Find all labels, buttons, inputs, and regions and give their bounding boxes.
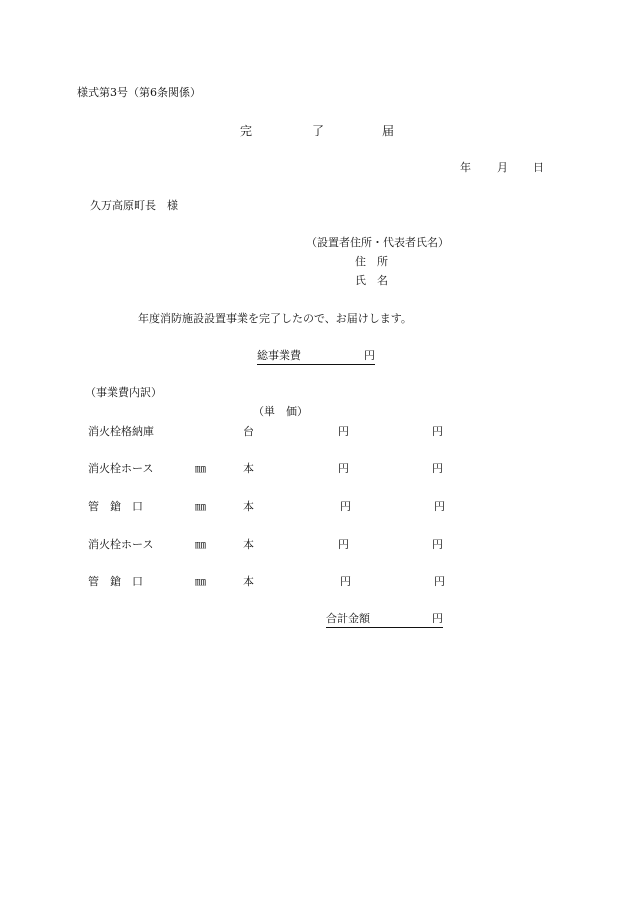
unit-price-header: （単 価） — [253, 405, 308, 418]
date-month: 月 — [497, 161, 508, 174]
title-char-1: 完 — [240, 124, 253, 138]
size-unit: ㎜ — [195, 538, 206, 551]
addressee: 久万高原町長 様 — [90, 199, 178, 212]
date-year: 年 — [460, 161, 471, 174]
count-unit: 台 — [243, 425, 254, 438]
name-label: 氏 名 — [355, 274, 388, 287]
price-unit: 円 — [338, 462, 349, 475]
total-cost-label: 総事業費 — [257, 349, 301, 362]
count-unit: 本 — [243, 462, 254, 475]
size-unit: ㎜ — [195, 462, 206, 475]
amount-unit: 円 — [432, 462, 443, 475]
price-unit: 円 — [340, 500, 351, 513]
item-name: 管 鎗 口 — [88, 575, 143, 588]
amount-unit: 円 — [432, 538, 443, 551]
completion-statement: 年度消防施設設置事業を完了したので、お届けします。 — [138, 312, 412, 325]
form-number: 様式第3号（第6条関係） — [77, 86, 201, 99]
grand-total-label: 合計金額 — [326, 612, 370, 625]
address-label: 住 所 — [355, 255, 388, 268]
total-cost — [257, 349, 375, 365]
item-name: 消火栓格納庫 — [88, 425, 154, 438]
grand-total — [326, 612, 443, 628]
size-unit: ㎜ — [195, 575, 206, 588]
count-unit: 本 — [243, 575, 254, 588]
count-unit: 本 — [243, 500, 254, 513]
date-day: 日 — [533, 161, 544, 174]
size-unit: ㎜ — [195, 500, 206, 513]
title-char-3: 届 — [382, 124, 395, 138]
price-unit: 円 — [338, 538, 349, 551]
applicant-heading: （設置者住所・代表者氏名） — [306, 236, 449, 249]
item-name: 消火栓ホース — [88, 538, 154, 551]
amount-unit: 円 — [434, 500, 445, 513]
total-cost-unit: 円 — [364, 349, 375, 362]
price-unit: 円 — [338, 425, 349, 438]
price-unit: 円 — [340, 575, 351, 588]
count-unit: 本 — [243, 538, 254, 551]
item-name: 消火栓ホース — [88, 462, 154, 475]
grand-total-unit: 円 — [432, 612, 443, 625]
breakdown-heading: （事業費内訳） — [85, 386, 162, 399]
amount-unit: 円 — [434, 575, 445, 588]
amount-unit: 円 — [432, 425, 443, 438]
title-char-2: 了 — [312, 124, 325, 138]
item-name: 管 鎗 口 — [88, 500, 143, 513]
